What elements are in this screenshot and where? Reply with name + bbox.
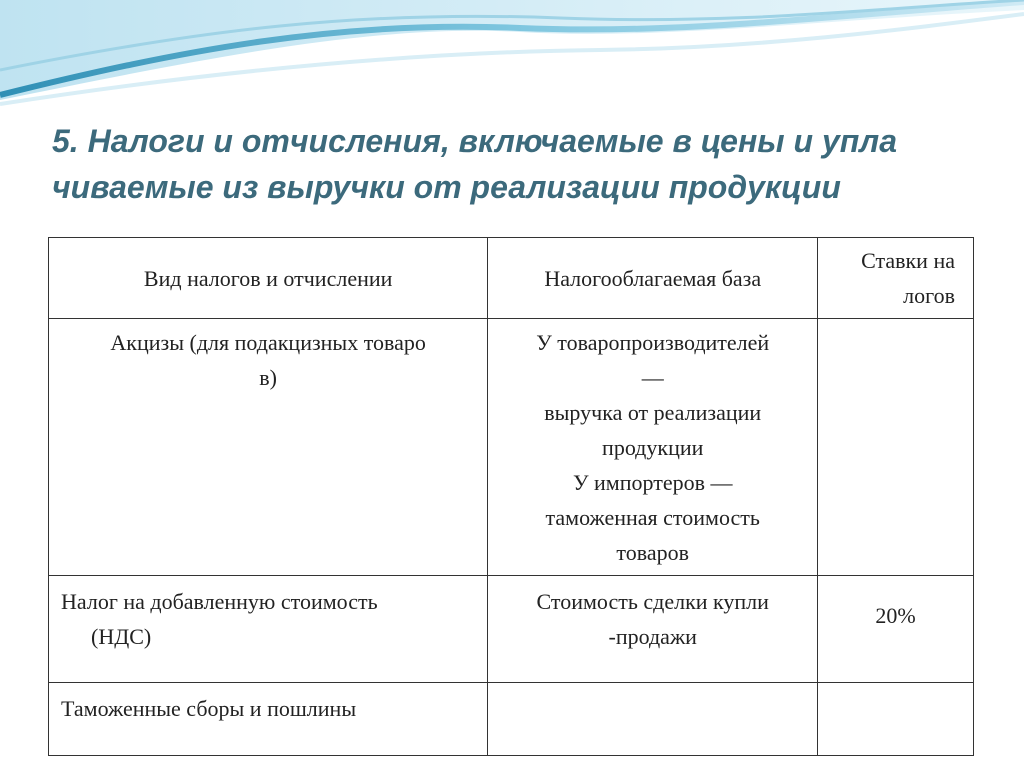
slide-title-line-1: 5. Налоги и отчисления, включаемые в цены и упла [52, 123, 897, 159]
header-tax-type: Вид налогов и отчислении [49, 238, 488, 319]
cell-tax-type [49, 576, 488, 683]
table-row [49, 319, 974, 576]
table-row [49, 576, 974, 683]
cell-tax-rate [818, 683, 974, 756]
cell-tax-rate: 20% [818, 576, 974, 683]
cell-tax-type [49, 319, 488, 576]
cell-line: таможенная стоимость [545, 505, 760, 530]
table-row [49, 683, 974, 756]
header-tax-rate [818, 238, 974, 319]
cell-line: продукции [602, 435, 704, 460]
header-tax-rate-line-2: логов [903, 283, 955, 308]
header-tax-rate-line-1: Ставки на [861, 248, 955, 273]
decorative-wave-banner [0, 0, 1024, 110]
cell-tax-base [488, 319, 818, 576]
cell-line: (НДС) [91, 624, 152, 649]
cell-tax-base [488, 683, 818, 756]
cell-line: -продажи [608, 624, 697, 649]
cell-line: — [641, 365, 664, 390]
tax-table [48, 237, 974, 756]
cell-line: Налог на добавленную стоимость [61, 589, 378, 614]
cell-line: У товаропроизводителей [536, 330, 770, 355]
cell-line: У импортеров — [572, 470, 733, 495]
slide-title [52, 118, 992, 210]
cell-line: Акцизы (для подакцизных товаро [110, 330, 426, 355]
slide-title-line-2: чиваемые из выручки от реализации продукции [52, 169, 841, 205]
table-header-row [49, 238, 974, 319]
cell-line: выручка от реализации [544, 400, 762, 425]
cell-line: Стоимость сделки купли [536, 589, 769, 614]
cell-line: Таможенные сборы и пошлины [61, 696, 357, 721]
cell-line: в) [259, 365, 278, 390]
cell-tax-base [488, 576, 818, 683]
cell-tax-rate [818, 319, 974, 576]
cell-line: товаров [616, 540, 689, 565]
header-tax-base: Налогооблагаемая база [488, 238, 818, 319]
cell-tax-type [49, 683, 488, 756]
